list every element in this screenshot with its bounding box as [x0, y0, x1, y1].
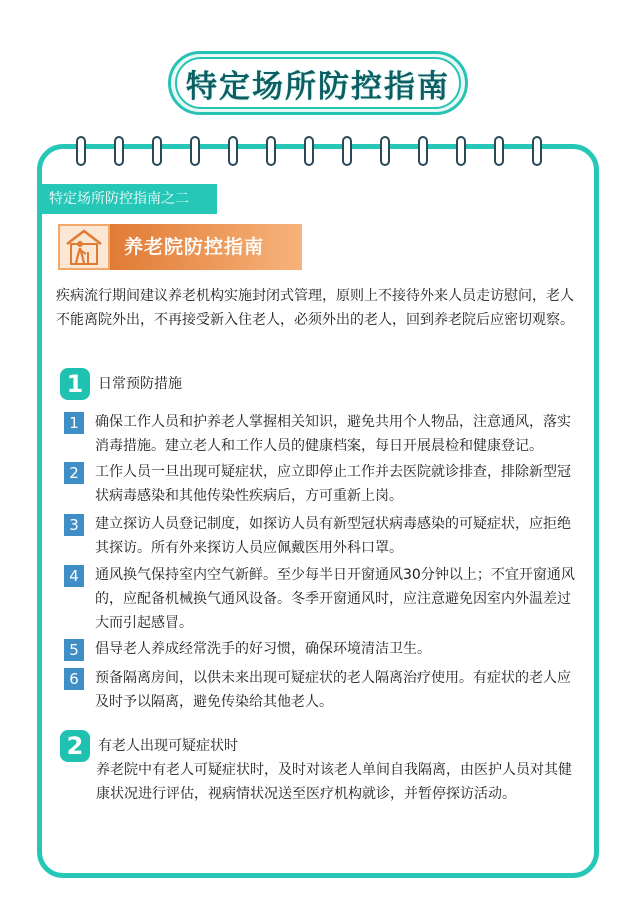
list-item: [64, 410, 584, 458]
ring-icon: [228, 136, 238, 166]
ring-icon: [304, 136, 314, 166]
list-item: [64, 666, 584, 714]
section-number-1: 1: [60, 368, 90, 400]
item-text: 工作人员一旦出现可疑症状，应立即停止工作并去医院就诊排查，排除新型冠状病毒感染和其他传染性疾病后，方可重新上岗。: [95, 464, 571, 504]
page-title: 特定场所防控指南: [186, 68, 450, 105]
ring-icon: [342, 136, 352, 166]
ring-icon: [152, 136, 162, 166]
item-text: 倡导老人养成经常洗手的好习惯，确保环境清洁卫生。: [95, 641, 431, 657]
intro-paragraph: 疾病流行期间建议养老机构实施封闭式管理，原则上不接待外来人员走访慰问，老人不能离院外出，不再接受新入住老人，必须外出的老人，回到养老院后应密切观察。: [56, 288, 574, 328]
title-banner-inner: [175, 57, 461, 109]
item-number: 1: [64, 412, 84, 434]
item-text: 通风换气保持室内空气新鲜。至少每半日开窗通风30分钟以上；不宜开窗通风的，应配备机械换气通风设备。冬季开窗通风时，应注意避免因室内外温差过大而引起感冒。: [95, 567, 575, 631]
item-text: 建立探访人员登记制度，如探访人员有新型冠状病毒感染的可疑症状，应拒绝其探访。所有外来探访人员应佩戴医用外科口罩。: [95, 516, 571, 556]
section-label-2: 有老人出现可疑症状时: [98, 738, 238, 754]
ring-icon: [190, 136, 200, 166]
ring-icon: [456, 136, 466, 166]
title-banner: [168, 51, 468, 115]
ring-icon: [494, 136, 504, 166]
section2-paragraph: 养老院中有老人可疑症状时，及时对该老人单间自我隔离，由医护人员对其健康状况进行评估，视病情状况送至医疗机构就诊，并暂停探访活动。: [96, 762, 572, 802]
item-text: 预备隔离房间，以供未来出现可疑症状的老人隔离治疗使用。有症状的老人应及时予以隔离，避免传染给其他老人。: [95, 670, 571, 710]
section-header-label: 养老院防控指南: [110, 224, 302, 270]
elderly-care-icon: [58, 224, 110, 270]
ring-icon: [380, 136, 390, 166]
item-number: 6: [64, 668, 84, 690]
section-header: [58, 224, 302, 270]
subtitle-bar: 特定场所防控指南之二: [37, 184, 217, 214]
ring-icon: [76, 136, 86, 166]
ring-icon: [532, 136, 542, 166]
ring-icon: [114, 136, 124, 166]
ring-icon: [266, 136, 276, 166]
list-item: [64, 637, 584, 661]
list-item: [64, 512, 584, 560]
ring-icon: [418, 136, 428, 166]
item-number: 5: [64, 639, 84, 661]
section-number-2: 2: [60, 730, 90, 762]
item-number: 2: [64, 462, 84, 484]
list-item: [64, 563, 584, 635]
item-number: 4: [64, 565, 84, 587]
item-text: 确保工作人员和护养老人掌握相关知识，避免共用个人物品，注意通风，落实消毒措施。建立老人和工作人员的健康档案，每日开展晨检和健康登记。: [95, 414, 571, 454]
item-number: 3: [64, 514, 84, 536]
list-item: [64, 460, 584, 508]
section-label-1: 日常预防措施: [98, 376, 182, 392]
notebook-rings: [42, 136, 594, 176]
